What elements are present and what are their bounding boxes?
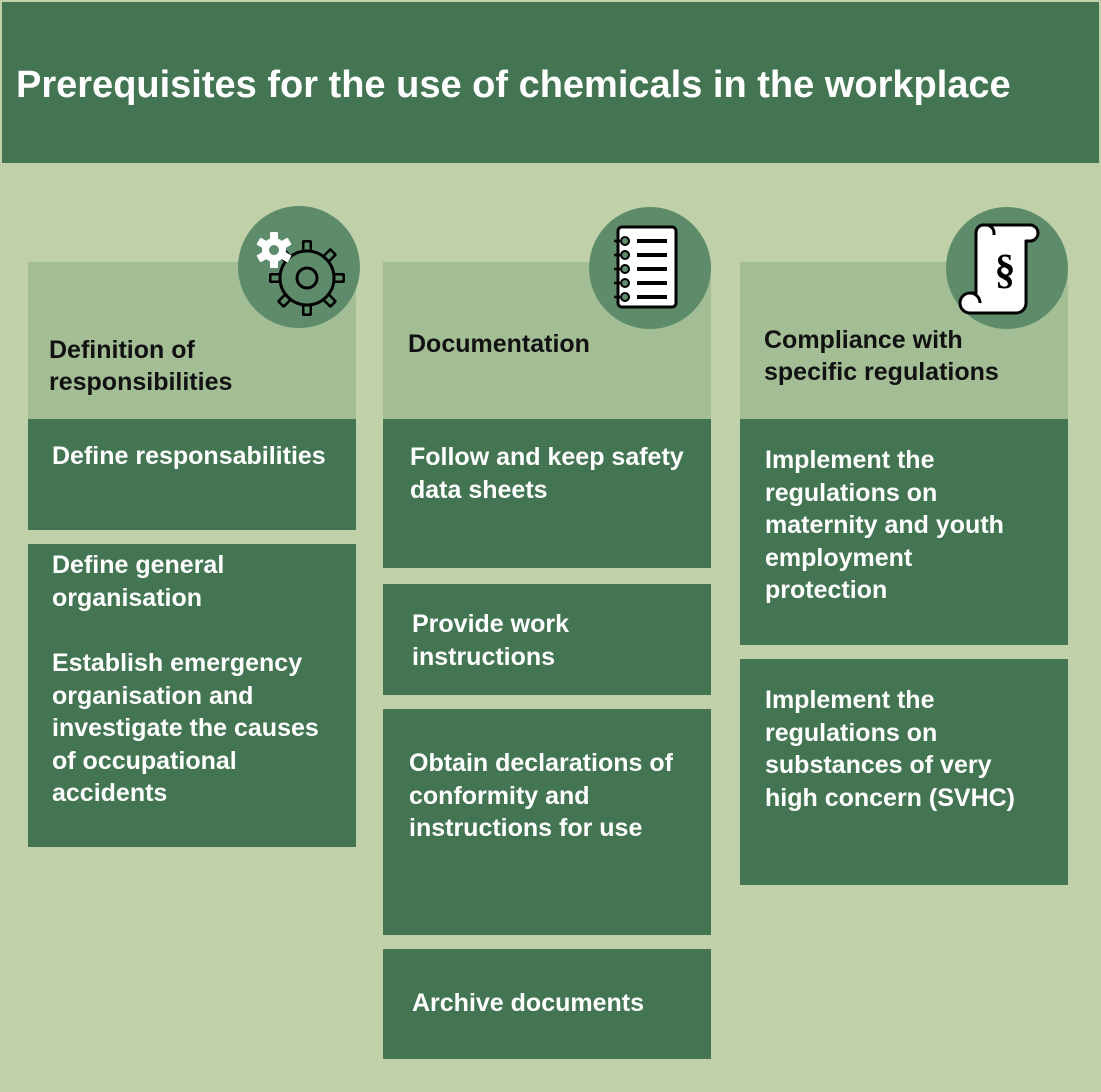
box-text: Implement the regulations on substances of very high concern (SVHC): [765, 686, 1016, 812]
box-work-instructions: [383, 584, 711, 695]
box-text: Archive documents: [412, 989, 645, 1017]
box-safety-data-sheets: [383, 419, 711, 568]
box-text: Define responsabilities: [52, 442, 326, 470]
column-title-documentation: Documentation: [408, 330, 590, 358]
box-text: Implement the regulations on maternity and youth employment protection: [765, 446, 1004, 604]
box-text-general-organisation: Define general organisation: [52, 551, 225, 612]
box-maternity-youth-protection: [740, 419, 1068, 645]
gears-icon: [238, 206, 360, 328]
box-svhc-regulations: [740, 659, 1068, 885]
box-text: Follow and keep safety data sheets: [410, 443, 684, 504]
column-title-compliance: Compliance with specific regulations: [764, 326, 999, 386]
paragraph-symbol: §: [994, 247, 1016, 293]
box-archive-documents: [383, 949, 711, 1059]
box-text: Provide work instructions: [412, 610, 569, 671]
page-title: Prerequisites for the use of chemicals in the workplace: [16, 64, 1011, 106]
header-banner: [2, 2, 1099, 163]
column-title-responsibilities: Definition of responsibilities: [49, 336, 233, 396]
box-text-emergency-organisation: Establish emergency organisation and investigate the causes of occupational accidents: [52, 649, 319, 807]
box-define-responsabilities: [28, 419, 356, 530]
notebook-icon: [589, 207, 711, 329]
box-text: Obtain declarations of conformity and instructions for use: [409, 749, 673, 842]
paragraph-scroll-icon: [946, 207, 1068, 329]
box-organisation: [28, 544, 356, 847]
box-declarations-of-conformity: [383, 709, 711, 935]
